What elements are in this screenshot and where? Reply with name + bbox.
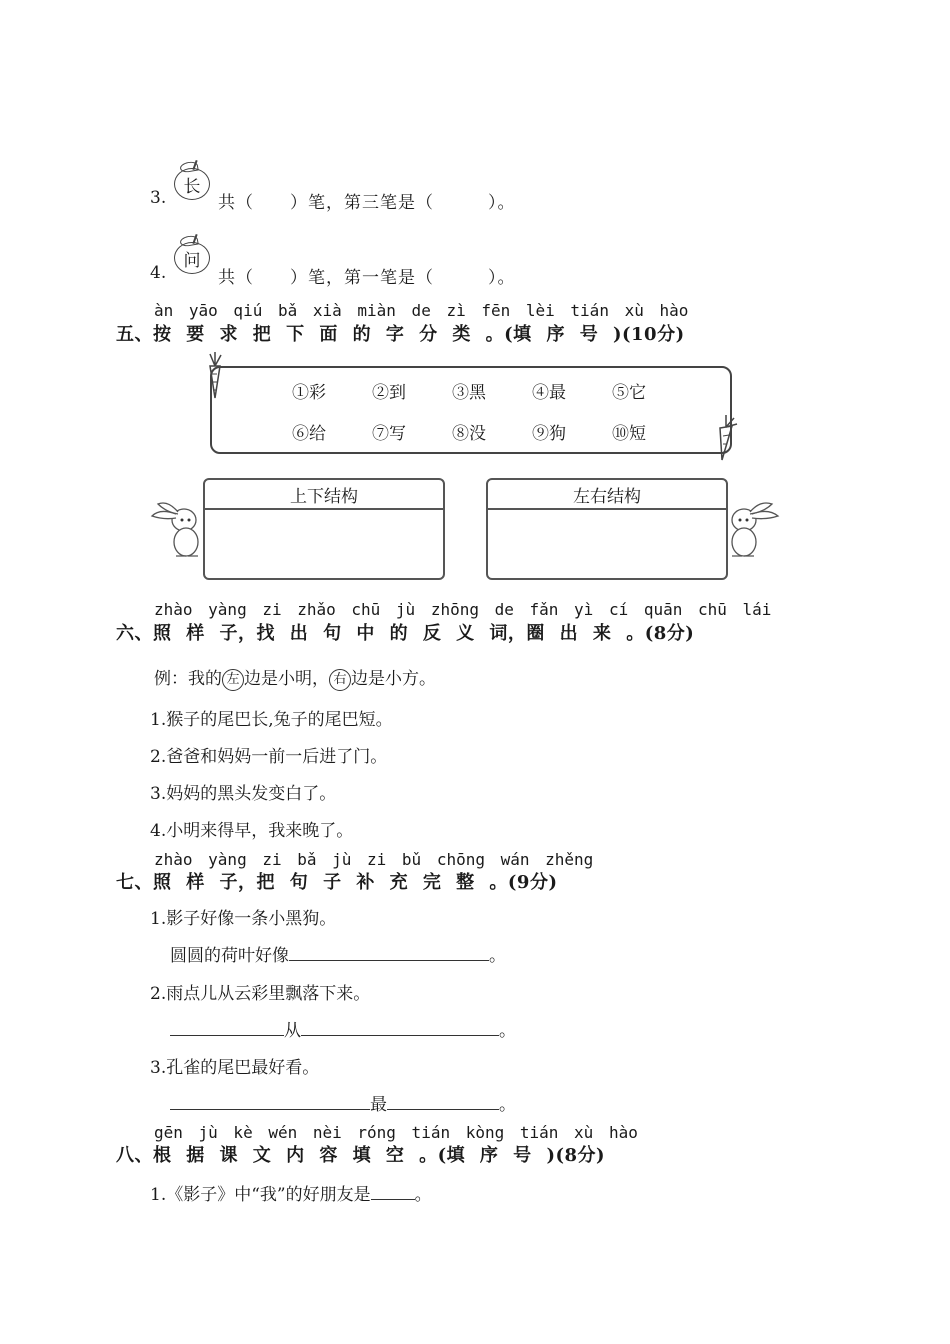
list-item: 3.妈妈的黑头发变白了。 xyxy=(150,784,337,804)
char-option: ⑤它 xyxy=(612,383,646,403)
section8-heading: 八、根 据 课 文 内 容 填 空 。(填 序 号 )(8分) xyxy=(116,1145,606,1166)
list-item: 4.小明来得早，我来晚了。 xyxy=(150,821,354,841)
list-item: 1.猴子的尾巴长,兔子的尾巴短。 xyxy=(150,710,393,730)
sort-box-left-right xyxy=(486,478,728,580)
char-option: ①彩 xyxy=(292,383,326,403)
section6-heading: 六、照 样 子，找 出 句 中 的 反 义 词，圈 出 来 。(8分) xyxy=(116,623,695,644)
sort-box-top-bottom xyxy=(203,478,445,580)
char-in-circle: 长 xyxy=(174,168,210,200)
list-item: 2.雨点儿从云彩里飘落下来。 xyxy=(150,984,371,1004)
answer-blank[interactable] xyxy=(387,1091,499,1110)
orange-char-icon xyxy=(172,236,212,274)
answer-blank[interactable] xyxy=(371,1181,415,1200)
example-sentence xyxy=(154,664,436,691)
answer-blank[interactable] xyxy=(170,1017,284,1036)
fill-line xyxy=(170,941,506,966)
circled-char: 左 xyxy=(222,669,244,691)
example-text: 例：我的 xyxy=(154,669,222,689)
list-item: 2.爸爸和妈妈一前一后进了门。 xyxy=(150,747,388,767)
sort-box-title: 上下结构 xyxy=(205,480,443,510)
char-in-circle: 问 xyxy=(174,242,210,274)
rabbit-icon xyxy=(150,500,210,562)
char-option: ③黑 xyxy=(452,383,486,403)
list-item: 1.影子好像一条小黑狗。 xyxy=(150,909,337,929)
fill-mid: 最 xyxy=(370,1095,387,1115)
char-option: ⑨狗 xyxy=(532,424,566,444)
orange-char-icon xyxy=(172,162,212,200)
fill-mid: 从 xyxy=(284,1021,301,1041)
item-number: 4. xyxy=(150,263,167,283)
circled-char: 右 xyxy=(329,669,351,691)
list-item: 3.孔雀的尾巴最好看。 xyxy=(150,1058,320,1078)
period: 。 xyxy=(489,946,506,966)
char-option: ⑥给 xyxy=(292,424,326,444)
char-option: ②到 xyxy=(372,383,406,403)
char-option: ⑧没 xyxy=(452,424,486,444)
stroke-question: 共（ ）笔，第三笔是（ ）。 xyxy=(218,193,516,213)
period: 。 xyxy=(499,1021,516,1041)
answer-blank[interactable] xyxy=(289,942,489,961)
fill-line xyxy=(170,1016,516,1041)
section5-heading: 五、按 要 求 把 下 面 的 字 分 类 。(填 序 号 )(10分) xyxy=(116,324,685,345)
section8-pinyin: gēn jù kè wén nèi róng tián kòng tián xù hào xyxy=(154,1123,638,1142)
example-text: 边是小明， xyxy=(244,669,329,689)
fill-prefix: 圆圆的荷叶好像 xyxy=(170,946,289,966)
sort-box-title: 左右结构 xyxy=(488,480,726,510)
section7-pinyin: zhào yàng zi bǎ jù zi bǔ chōng wán zhěng xyxy=(154,850,594,869)
example-text: 边是小方。 xyxy=(351,669,436,689)
char-option: ⑦写 xyxy=(372,424,406,444)
section7-heading: 七、照 样 子，把 句 子 补 充 完 整 。(9分) xyxy=(116,872,558,893)
stroke-question: 共（ ）笔，第一笔是（ ）。 xyxy=(218,268,516,288)
char-option: ⑩短 xyxy=(612,424,646,444)
fill-line xyxy=(150,1180,432,1205)
section5-pinyin: àn yāo qiú bǎ xià miàn de zì fēn lèi tián xù hào xyxy=(154,301,689,320)
section6-pinyin: zhào yàng zi zhǎo chū jù zhōng de fǎn yì cí quān chū lái xyxy=(154,600,772,619)
character-grid xyxy=(292,378,672,444)
char-option: ④最 xyxy=(532,383,566,403)
period: 。 xyxy=(414,1185,432,1205)
period: 。 xyxy=(499,1095,516,1115)
answer-blank[interactable] xyxy=(301,1017,499,1036)
item-number: 3. xyxy=(150,188,167,208)
answer-blank[interactable] xyxy=(170,1091,370,1110)
rabbit-icon xyxy=(722,500,782,562)
fill-line xyxy=(170,1090,516,1115)
question-text: 1.《影子》中“我”的好朋友是 xyxy=(150,1185,371,1205)
